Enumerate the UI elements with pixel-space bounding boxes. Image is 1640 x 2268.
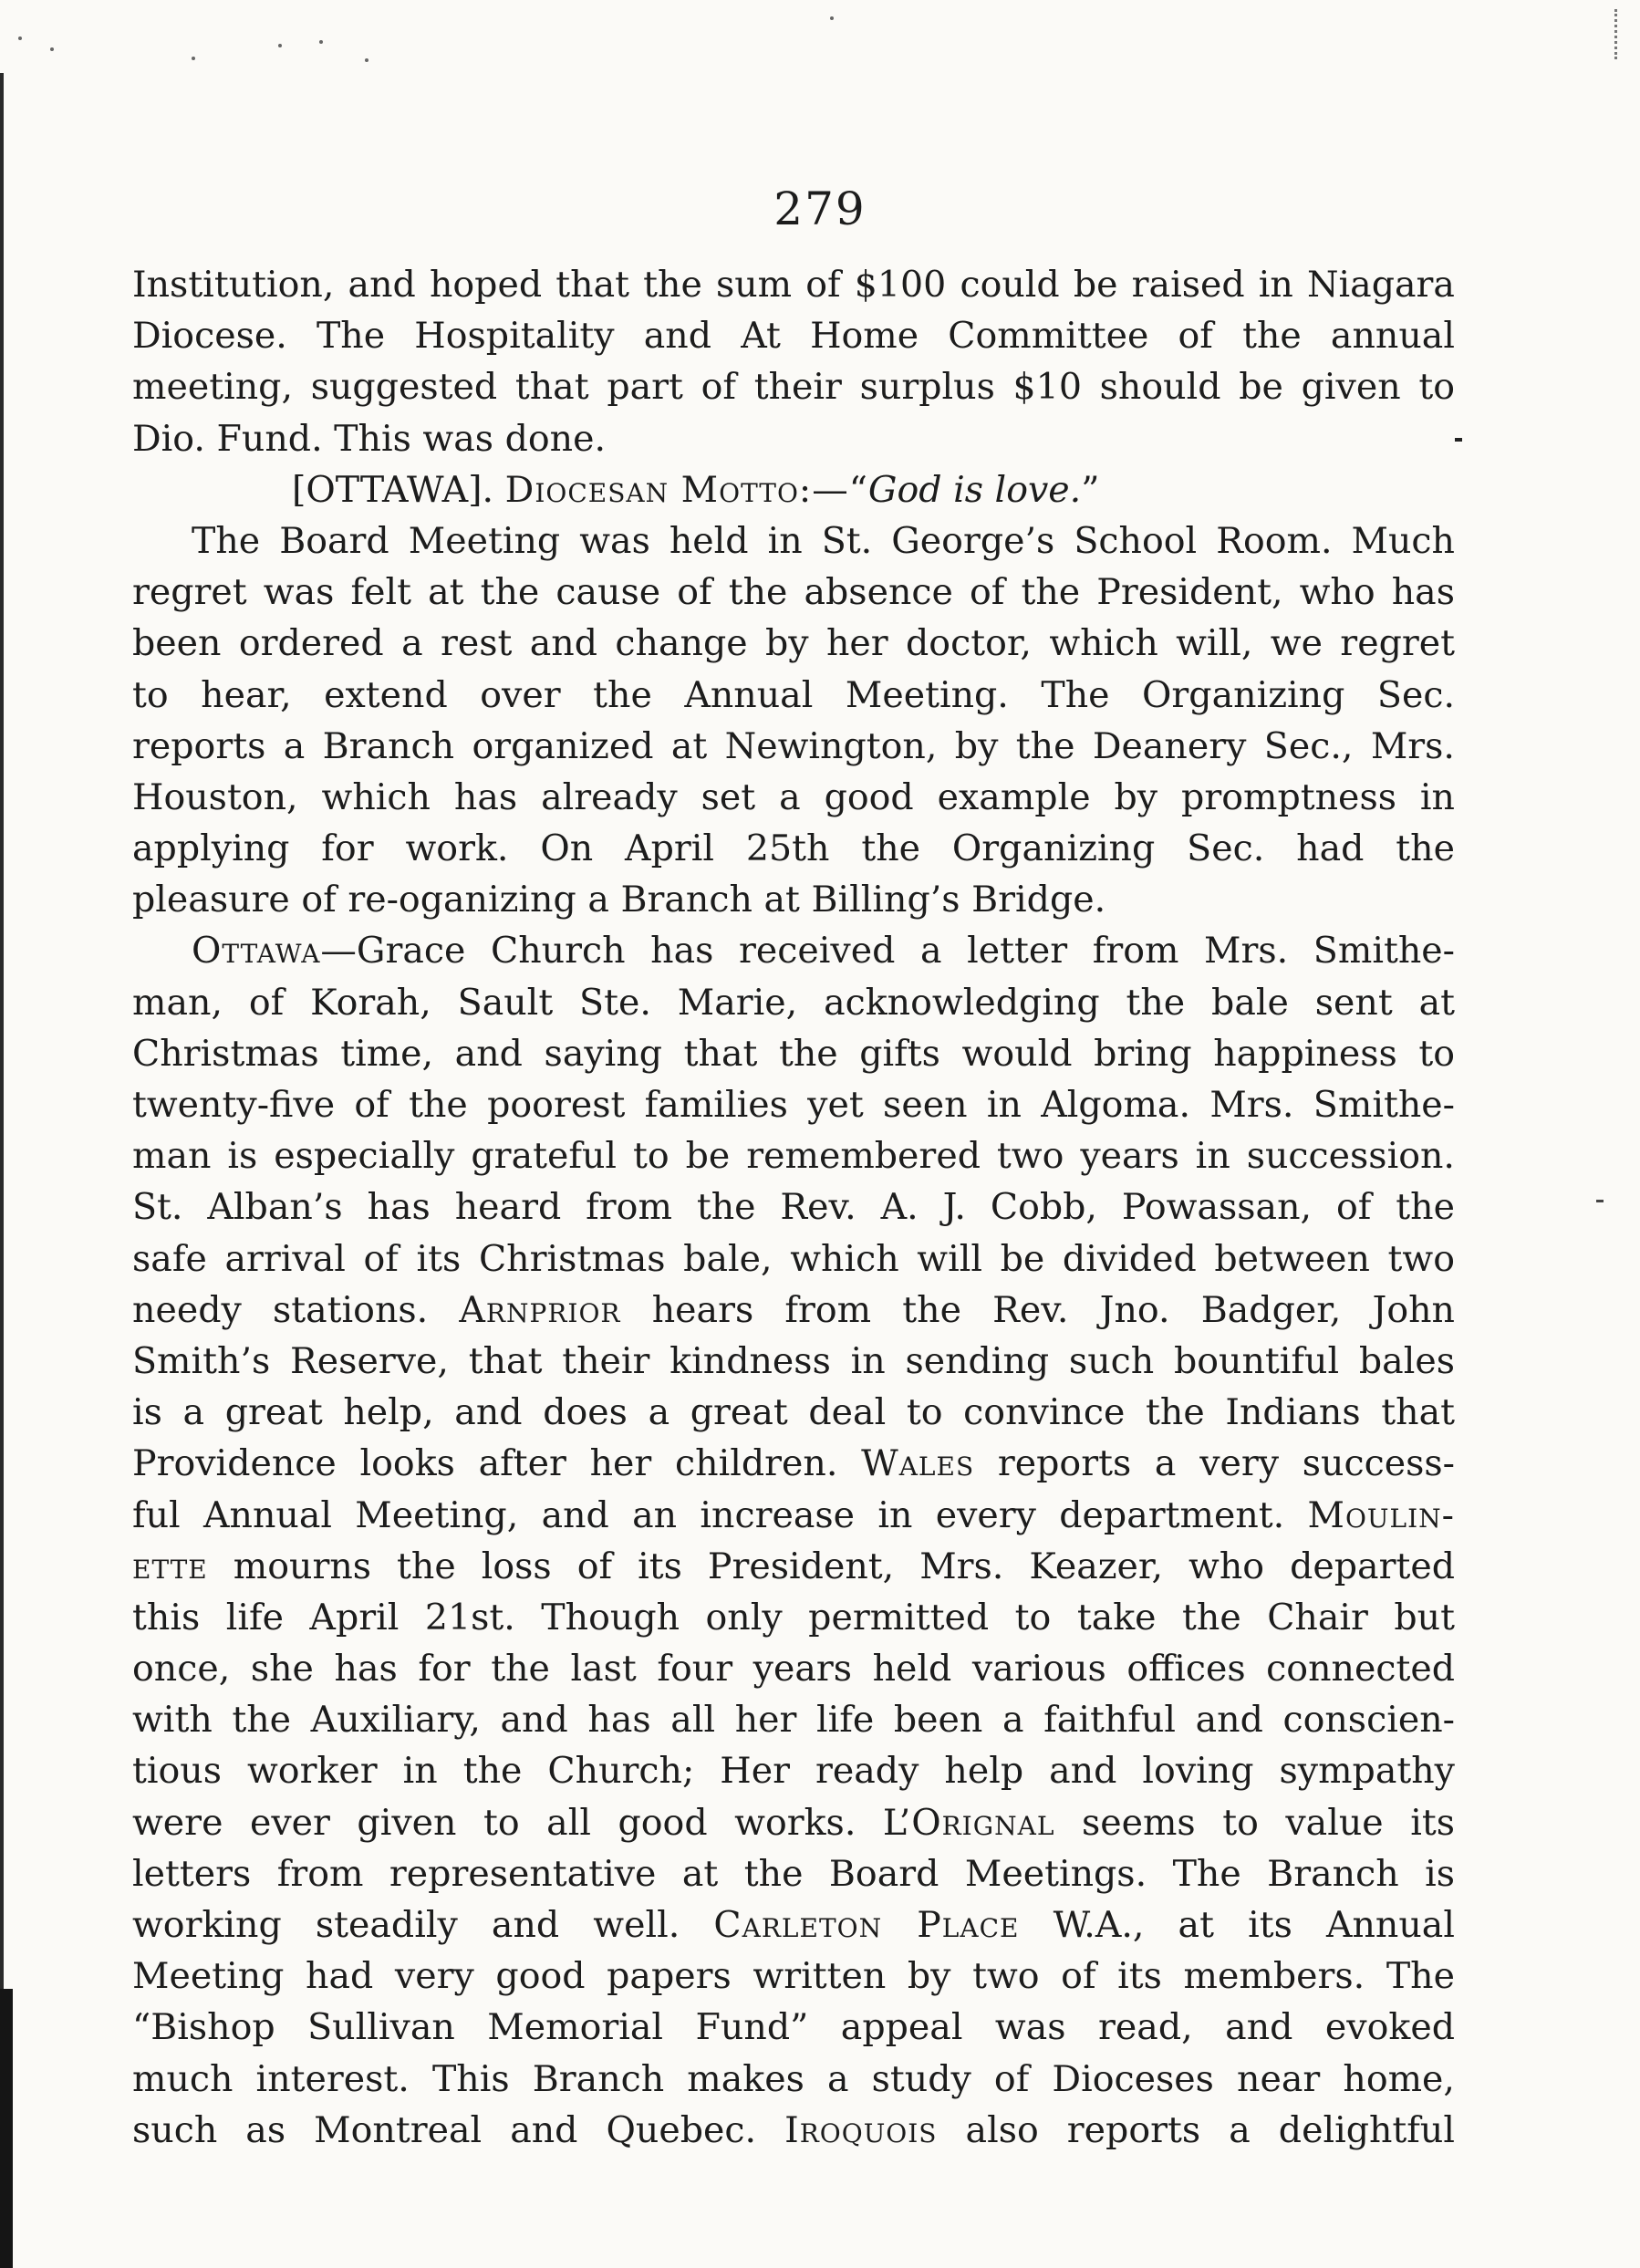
text-line: safe arrival of its Christmas bale, which will be divided between two: [132, 1237, 1455, 1280]
text-line: Christmas time, and saying that the gifts would bring happiness to: [132, 1032, 1455, 1075]
text-line: [132, 1541, 1455, 1592]
branch-name: L’Orignal: [882, 1801, 1055, 1844]
text-run: also reports a delightful: [965, 2108, 1455, 2151]
text-line: once, she has for the last four years held various offices connected: [132, 1648, 1455, 1691]
text-line: is a great help, and does a great deal to convince the Indians that: [132, 1391, 1455, 1434]
text-run: reports a very success-: [997, 1442, 1456, 1485]
branch-name: Carleton Place: [713, 1904, 1020, 1946]
text-line: Diocese. The Hospitality and At Home Committee of the annual: [132, 315, 1455, 358]
text-line: St. Alban’s has heard from the Rev. A. J. Cobb, Powassan, of the: [132, 1186, 1455, 1229]
text-line: Smith’s Reserve, that their kindness in sending such bountiful bales: [132, 1339, 1455, 1382]
text-line: applying for work. On April 25th the Organizing Sec. had the: [132, 827, 1455, 870]
text-line: Houston, which has already set a good example by promptness in: [132, 775, 1455, 818]
motto-quote: God is love.: [867, 468, 1082, 511]
text-run: hears from the Rev. Jno. Badger, John: [651, 1288, 1455, 1331]
text-run: Providence looks after her children.: [132, 1442, 838, 1485]
text-line: this life April 21st. Though only permitted to take the Chair but: [132, 1596, 1455, 1639]
branch-name: Arnprior: [459, 1288, 621, 1331]
text-run: were ever given to all good works.: [132, 1801, 856, 1844]
text-line: much interest. This Branch makes a study of Dioceses near home,: [132, 2057, 1455, 2100]
branch-name: Wales: [861, 1442, 975, 1485]
diocese-name: [OTTAWA].: [292, 468, 494, 511]
text-line: reports a Branch organized at Newington, by the Deanery Sec., Mrs.: [132, 724, 1455, 767]
text-line: to hear, extend over the Annual Meeting. The Organizing Sec.: [132, 673, 1455, 716]
text-line: pleasure of re-oganizing a Branch at Billing’s Bridge.: [132, 879, 1106, 921]
text-line: [132, 1285, 1455, 1336]
branch-name: Iroquois: [784, 2108, 938, 2151]
motto-close-quote: ”: [1081, 468, 1100, 511]
text-run: such as Montreal and Quebec.: [132, 2108, 757, 2151]
text-run: ful Annual Meeting, and an increase in every department.: [132, 1493, 1285, 1536]
text-line: “Bishop Sullivan Memorial Fund” appeal was read, and evoked: [132, 2006, 1455, 2049]
text-line: [132, 1490, 1455, 1541]
branch-name: Ottawa: [192, 930, 321, 973]
text-run: seems to value its: [1081, 1801, 1455, 1844]
text-line: man, of Korah, Sault Ste. Marie, acknowledging the bale sent at: [132, 981, 1455, 1024]
page-binding-edge-thick: [0, 1989, 13, 2268]
text-line: [132, 1899, 1455, 1951]
page-binding-edge: [0, 73, 4, 2268]
text-line: letters from representative at the Board Meetings. The Branch is: [132, 1852, 1455, 1895]
scan-artifact-side-dash: [1596, 1200, 1604, 1202]
text-line: [132, 925, 1455, 976]
scan-specks: [0, 0, 1640, 100]
text-run: —Grace Church has received a letter from Mrs. Smithe-: [320, 930, 1455, 973]
text-line: man is especially grateful to be remembered two years in succession.: [132, 1135, 1455, 1178]
branch-name: ette: [132, 1545, 208, 1587]
motto-label: Diocesan Motto:—“: [504, 468, 868, 511]
text-line: [132, 2105, 1455, 2156]
text-line: regret was felt at the cause of the absence of the President, who has: [132, 571, 1455, 614]
scan-artifact-dash: [1455, 438, 1462, 442]
branch-name: Moulin-: [1307, 1493, 1455, 1536]
document-body: [132, 259, 1455, 2156]
text-line: The Board Meeting was held in St. George’s School Room. Much: [192, 519, 1455, 562]
text-line: tious worker in the Church; Her ready help and loving sympathy: [132, 1750, 1455, 1793]
text-line: [132, 1797, 1455, 1848]
text-run: W.A., at its Annual: [1053, 1904, 1455, 1946]
text-line: Meeting had very good papers written by two of its members. The: [132, 1955, 1455, 1998]
text-line: meeting, suggested that part of their surplus $10 should be given to: [132, 366, 1455, 409]
text-run: mourns the loss of its President, Mrs. Keazer, who departed: [233, 1545, 1455, 1587]
text-line: Dio. Fund. This was done.: [132, 417, 607, 460]
text-line: been ordered a rest and change by her doctor, which will, we regret: [132, 622, 1455, 665]
text-run: needy stations.: [132, 1288, 429, 1331]
text-line: Institution, and hoped that the sum of $100 could be raised in Niagara: [132, 264, 1455, 306]
text-line: with the Auxiliary, and has all her life been a faithful and conscien-: [132, 1699, 1455, 1742]
text-run: working steadily and well.: [132, 1904, 680, 1946]
text-line: twenty-five of the poorest families yet seen in Algoma. Mrs. Smithe-: [132, 1084, 1455, 1126]
diocesan-motto-line: [132, 464, 1455, 515]
text-line: [132, 1438, 1455, 1489]
page-number: 279: [773, 182, 867, 235]
